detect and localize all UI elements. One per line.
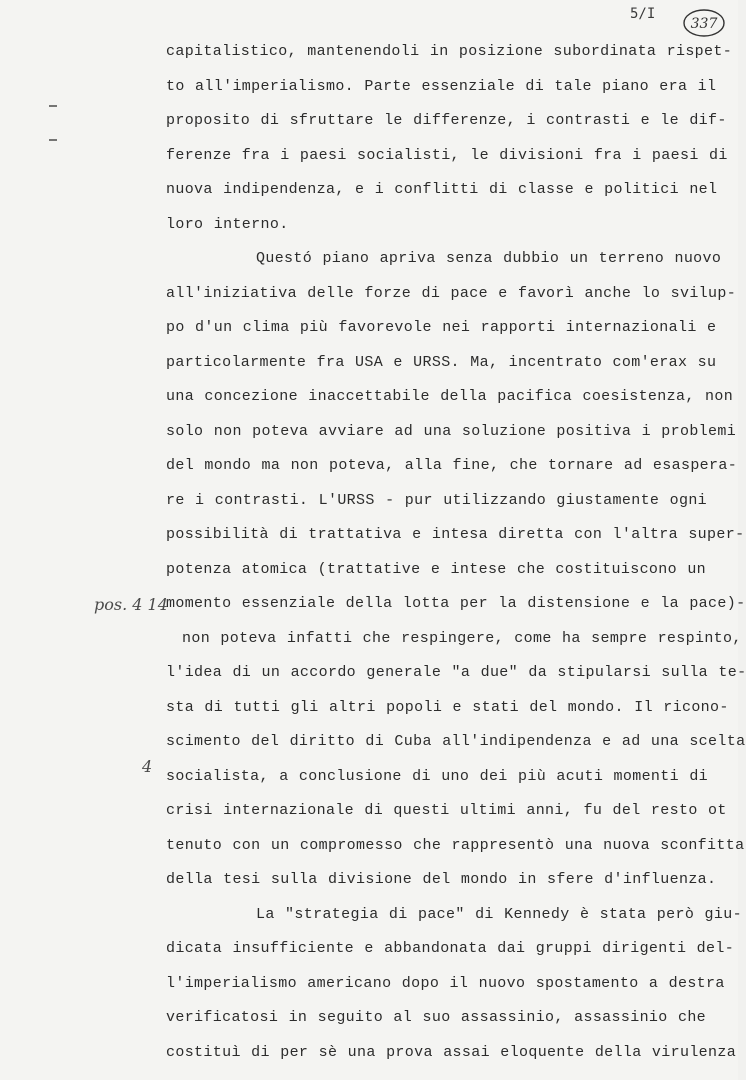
text-line: dicata insufficiente e abbandonata dai gruppi dirigenti del- <box>166 940 735 957</box>
text-line: della tesi sulla divisione del mondo in sfere d'influenza. <box>166 871 717 888</box>
text-line: socialista, a conclusione di uno dei più acuti momenti di <box>166 767 709 785</box>
text-line: potenza atomica (trattative e intese che costituiscono un <box>166 560 707 578</box>
text-line: re i contrasti. L'URSS - pur utilizzando giustamente ogni <box>166 491 708 509</box>
text-line: po d'un clima più favorevole nei rapporti internazionali e <box>166 319 717 336</box>
handwritten-margin-mark <box>140 752 158 780</box>
text-line: loro interno. <box>166 215 289 233</box>
text-line: nuova indipendenza, e i conflitti di classe e politici nel <box>166 181 718 198</box>
text-line: del mondo ma non poteva, alla fine, che tornare ad esaspera- <box>166 457 738 474</box>
page-number: 5/I <box>630 6 656 22</box>
text-line: crisi internazionale di questi ultimi anni, fu del resto ot <box>166 802 727 819</box>
text-line: scimento del diritto di Cuba all'indipendenza e ad una scelta <box>166 733 746 750</box>
text-line: verificatosi in seguito al suo assassinio, assassinio che <box>166 1009 707 1026</box>
stamp-text: 337 <box>690 16 718 32</box>
text-line: una concezione inaccettabile della pacifica coesistenza, non <box>166 388 734 405</box>
text-line: sta di tutti gli altri popoli e stati del mondo. Il ricono- <box>166 698 729 716</box>
typewritten-body <box>166 35 746 1070</box>
text-line: solo non poteva avviare ad una soluzione positiva i problemi <box>166 422 737 440</box>
text-line: possibilità di trattativa e intesa diretta con l'altra super- <box>166 526 745 543</box>
text-line: proposito di sfruttare le differenze, i contrasti e le dif- <box>166 112 727 129</box>
text-line: to all'imperialismo. Parte essenziale di tale piano era il <box>166 77 717 95</box>
paragraph-start-line: Questó piano apriva senza dubbio un terreno nuovo <box>256 250 722 267</box>
text-line: costituì di per sè una prova assai eloquente della virulenza <box>166 1043 737 1061</box>
text-line: l'imperialismo americano dopo il nuovo spostamento a destra <box>166 974 725 992</box>
margin-tick-mark <box>48 130 58 136</box>
paragraph-start-line: La "strategia di pace" di Kennedy è stata però giu- <box>256 905 742 923</box>
stamp-mark <box>682 8 726 38</box>
text-line: l'idea di un accordo generale "a due" da stipularsi sulla te- <box>166 664 746 681</box>
margin-mark-text: 4 <box>142 757 153 776</box>
text-line: non poteva infatti che respingere, come ha sempre respinto, <box>182 629 742 647</box>
text-line: momento essenziale della lotta per la distensione e la pace)- <box>166 595 746 612</box>
text-line: capitalistico, mantenendoli in posizione subordinata rispet- <box>166 43 733 60</box>
archive-stamp <box>682 8 726 38</box>
handwritten-margin-note <box>92 588 168 650</box>
margin-note-text: pos. 4 14 <box>94 595 168 614</box>
text-line: ferenze fra i paesi socialisti, le divisioni fra i paesi di <box>166 146 728 164</box>
margin-tick-mark <box>48 96 58 102</box>
text-line: all'iniziativa delle forze di pace e favorì anche lo svilup- <box>166 284 737 302</box>
text-line: tenuto con un compromesso che rappresentò una nuova sconfitta <box>166 836 745 854</box>
text-line: particolarmente fra USA e URSS. Ma, incentrato com'erax su <box>166 353 717 371</box>
